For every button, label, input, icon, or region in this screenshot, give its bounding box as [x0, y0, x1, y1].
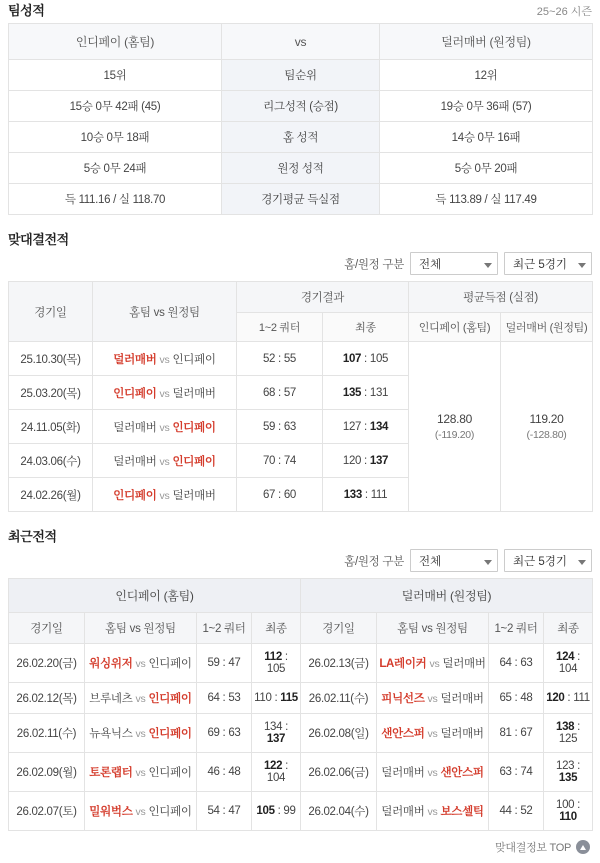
recent-away-quarter: 81 : 67	[489, 714, 544, 753]
h2h-avg-home-value: 128.80	[437, 411, 472, 426]
recent-count-value: 최근 5경기	[513, 555, 568, 568]
recent-home-date: 26.02.20(금)	[9, 644, 85, 683]
h2h-quarter: 59 : 63	[237, 410, 323, 444]
table-row	[9, 613, 593, 644]
table-row	[9, 153, 593, 184]
season-label: 25~26 시즌	[536, 6, 592, 18]
recent-home-date: 26.02.07(토)	[9, 792, 85, 831]
vs-label: vs	[159, 421, 170, 434]
recent-away-quarter: 65 : 48	[489, 683, 544, 714]
recent-final-left: 112	[264, 651, 282, 663]
h2h-matchup	[93, 478, 237, 512]
recent-away-final: 120 : 111	[544, 683, 593, 714]
away-value: 14승 0무 16패	[380, 122, 593, 153]
recent-final-right: 99	[283, 805, 296, 817]
recent-group-away: 덜러매버 (원정팀)	[301, 579, 593, 613]
h2h-home-team: 인디페이	[113, 387, 157, 400]
h2h-date-header: 경기일	[9, 282, 93, 342]
recent-away-team: 인디페이	[148, 693, 192, 705]
h2h-home-team: 덜러매버	[113, 455, 157, 468]
recent-away-team: 샌안스퍼	[440, 767, 484, 779]
recent-away-quarter: 44 : 52	[489, 792, 544, 831]
recent-final-left: 134	[263, 721, 283, 733]
recent-away-team: 덜러매버	[440, 693, 484, 705]
h2h-away-team: 덜러매버	[172, 387, 216, 400]
chevron-down-icon	[578, 560, 586, 565]
h2h-avg-away-sub: (-128.80)	[526, 428, 567, 441]
h2h-filters	[0, 252, 600, 281]
h2h-home-team: 인디페이	[113, 489, 157, 502]
home-value: 15승 0무 42패 (45)	[9, 91, 222, 122]
h2h-date: 24.02.26(월)	[9, 478, 93, 512]
table-row	[9, 579, 593, 613]
home-value: 5승 0무 24패	[9, 153, 222, 184]
recent-home-team: 덜러매버	[381, 806, 425, 818]
table-row	[9, 184, 593, 215]
recent-home-matchup	[85, 644, 197, 683]
h2h-matchup	[93, 376, 237, 410]
h2h-final-right: 134	[369, 420, 389, 433]
recent-home-final: 110 : 115	[252, 683, 301, 714]
vs-label: vs	[135, 806, 146, 818]
recent-away-quarter: 63 : 74	[489, 753, 544, 792]
h2h-quarter-header: 1~2 쿼터	[237, 313, 323, 342]
h2h-scope-label: 홈/원정 구분	[344, 258, 404, 271]
recent-scope-value: 전체	[419, 555, 442, 568]
vs-label: vs	[135, 728, 146, 740]
recent-home-date: 26.02.09(월)	[9, 753, 85, 792]
recent-home-team: 워싱위저	[89, 658, 133, 670]
vs-label: vs	[159, 353, 170, 366]
h2h-final: 135 : 131	[323, 376, 409, 410]
h2h-final: 120 : 137	[323, 444, 409, 478]
recent-home-team: 밀워벅스	[89, 806, 133, 818]
h2h-date: 25.10.30(목)	[9, 342, 93, 376]
h2h-avg-home-header: 인디페이 (홈팀)	[409, 313, 501, 342]
recent-away-team: 인디페이	[148, 767, 192, 779]
h2h-date: 24.03.06(수)	[9, 444, 93, 478]
chevron-down-icon	[484, 263, 492, 268]
recent-final-header: 최종	[544, 613, 593, 644]
recent-quarter-header: 1~2 쿼터	[489, 613, 544, 644]
vs-header: vs	[222, 24, 380, 60]
table-row	[9, 342, 593, 376]
h2h-quarter: 52 : 55	[237, 342, 323, 376]
recent-away-final: 123 : 135	[544, 753, 593, 792]
recent-home-team: 덜러매버	[381, 767, 425, 779]
recent-final-right: 115	[280, 692, 298, 704]
recent-home-team: 뉴욕닉스	[89, 728, 133, 740]
recent-scope-select[interactable]	[410, 549, 498, 572]
recent-final-right: 110	[559, 811, 577, 823]
h2h-final-left: 120	[342, 454, 362, 467]
table-row	[9, 60, 593, 91]
recent-away-matchup	[377, 644, 489, 683]
away-team-header: 덜러매버 (원정팀)	[380, 24, 593, 60]
recent-scope-label: 홈/원정 구분	[344, 555, 404, 568]
table-row	[9, 792, 593, 831]
recent-final-left: 122	[263, 760, 283, 772]
h2h-result-header: 경기결과	[237, 282, 409, 313]
recent-home-matchup	[85, 714, 197, 753]
h2h-final-right: 131	[369, 386, 389, 399]
recent-home-quarter: 46 : 48	[197, 753, 252, 792]
h2h-home-team: 덜러매버	[113, 421, 157, 434]
vs-label: vs	[427, 693, 438, 705]
home-team-header: 인디페이 (홈팀)	[9, 24, 222, 60]
h2h-matchup	[93, 342, 237, 376]
vs-label: vs	[159, 455, 170, 468]
recent-final-right: 105	[266, 663, 286, 675]
recent-matchup-header: 홈팀 vs 원정팀	[85, 613, 197, 644]
recent-date-header: 경기일	[9, 613, 85, 644]
recent-away-matchup	[377, 753, 489, 792]
recent-away-team: 덜러매버	[442, 658, 486, 670]
table-row	[9, 644, 593, 683]
table-row	[9, 122, 593, 153]
h2h-avg-header: 평균득점 (실점)	[409, 282, 593, 313]
recent-home-team: 피닉선즈	[381, 693, 425, 705]
recent-final-right: 137	[266, 733, 286, 745]
recent-home-final: 122 : 104	[252, 753, 301, 792]
recent-final-left: 123	[555, 760, 575, 772]
h2h-final-left: 107	[342, 352, 362, 365]
recent-away-date: 26.02.08(일)	[301, 714, 377, 753]
recent-away-date: 26.02.13(금)	[301, 644, 377, 683]
away-value: 득 113.89 / 실 117.49	[380, 184, 593, 215]
chevron-down-icon	[484, 560, 492, 565]
recent-away-date: 26.02.04(수)	[301, 792, 377, 831]
recent-quarter-header: 1~2 쿼터	[197, 613, 252, 644]
recent-away-final: 124 : 104	[544, 644, 593, 683]
table-row	[9, 683, 593, 714]
vs-label: vs	[427, 767, 438, 779]
recent-final-left: 110	[254, 692, 272, 704]
recent-filters	[0, 549, 600, 578]
vs-label: vs	[159, 489, 170, 502]
h2h-scope-value: 전체	[419, 258, 442, 271]
vs-label: vs	[135, 767, 146, 779]
recent-home-date: 26.02.12(목)	[9, 683, 85, 714]
recent-table	[8, 578, 593, 831]
recent-final-right: 135	[558, 772, 578, 784]
row-label: 리그성적 (승점)	[222, 91, 380, 122]
h2h-away-team: 인디페이	[172, 421, 216, 434]
recent-away-quarter: 64 : 63	[489, 644, 544, 683]
h2h-avg-away	[501, 342, 593, 512]
h2h-header	[0, 229, 600, 252]
vs-label: vs	[135, 658, 146, 670]
page-footer	[0, 831, 600, 857]
recent-home-matchup	[85, 683, 197, 714]
row-label: 홈 성적	[222, 122, 380, 153]
arrow-up-icon[interactable]	[576, 840, 590, 854]
vs-label: vs	[429, 658, 440, 670]
recent-home-final: 105 : 99	[252, 792, 301, 831]
h2h-scope-select[interactable]	[410, 252, 498, 275]
away-value: 12위	[380, 60, 593, 91]
h2h-final: 107 : 105	[323, 342, 409, 376]
table-row	[9, 282, 593, 313]
recent-final-right: 104	[266, 772, 286, 784]
recent-away-final: 138 : 125	[544, 714, 593, 753]
recent-away-matchup	[377, 683, 489, 714]
recent-away-date: 26.02.11(수)	[301, 683, 377, 714]
vs-label: vs	[427, 806, 438, 818]
h2h-avg-home	[409, 342, 501, 512]
recent-away-matchup	[377, 714, 489, 753]
h2h-matchup-header: 홈팀 vs 원정팀	[93, 282, 237, 342]
h2h-final: 127 : 134	[323, 410, 409, 444]
recent-final-right: 104	[558, 663, 578, 675]
chevron-down-icon	[578, 263, 586, 268]
recent-group-home: 인디페이 (홈팀)	[9, 579, 301, 613]
h2h-away-team: 인디페이	[172, 455, 216, 468]
recent-header	[0, 526, 600, 549]
h2h-final-right: 111	[370, 488, 388, 501]
away-value: 19승 0무 36패 (57)	[380, 91, 593, 122]
h2h-title: 맞대결전적	[8, 232, 69, 247]
table-row	[9, 24, 593, 60]
recent-away-team: 인디페이	[148, 658, 192, 670]
recent-home-team: 토론랩터	[89, 767, 133, 779]
scroll-top-label: 맞대결정보 TOP	[495, 842, 571, 854]
recent-final-right: 111	[573, 692, 590, 704]
h2h-quarter: 68 : 57	[237, 376, 323, 410]
table-row	[9, 753, 593, 792]
h2h-matchup	[93, 444, 237, 478]
h2h-avg-away-header: 덜러매버 (원정팀)	[501, 313, 593, 342]
home-value: 득 111.16 / 실 118.70	[9, 184, 222, 215]
h2h-final-left: 127	[342, 420, 362, 433]
h2h-quarter: 67 : 60	[237, 478, 323, 512]
h2h-final-left: 133	[343, 488, 362, 501]
vs-label: vs	[135, 693, 146, 705]
h2h-quarter: 70 : 74	[237, 444, 323, 478]
recent-home-quarter: 69 : 63	[197, 714, 252, 753]
recent-away-final: 100 : 110	[544, 792, 593, 831]
recent-home-quarter: 54 : 47	[197, 792, 252, 831]
h2h-home-team: 덜러매버	[113, 353, 157, 366]
h2h-count-value: 최근 5경기	[513, 258, 568, 271]
h2h-avg-away-value: 119.20	[529, 411, 564, 426]
h2h-count-select[interactable]	[504, 252, 592, 275]
team-record-header	[0, 0, 600, 23]
recent-home-date: 26.02.11(수)	[9, 714, 85, 753]
table-row	[9, 714, 593, 753]
h2h-date: 24.11.05(화)	[9, 410, 93, 444]
recent-away-team: 인디페이	[148, 728, 192, 740]
h2h-matchup	[93, 410, 237, 444]
recent-home-quarter: 64 : 53	[197, 683, 252, 714]
recent-away-team: 덜러매버	[440, 728, 484, 740]
recent-home-team: LA레이커	[379, 658, 427, 670]
h2h-final-right: 105	[369, 352, 389, 365]
recent-final-right: 125	[558, 733, 578, 745]
recent-home-team: 샌안스퍼	[381, 728, 425, 740]
h2h-away-team: 인디페이	[172, 353, 216, 366]
home-value: 10승 0무 18패	[9, 122, 222, 153]
recent-date-header: 경기일	[301, 613, 377, 644]
recent-home-final: 112 : 105	[252, 644, 301, 683]
h2h-date: 25.03.20(목)	[9, 376, 93, 410]
vs-label: vs	[159, 387, 170, 400]
h2h-final-left: 135	[342, 386, 362, 399]
recent-home-team: 브루네츠	[89, 693, 133, 705]
recent-final-left: 124	[555, 651, 575, 663]
h2h-final: 133 : 111	[323, 478, 409, 512]
recent-final-left: 100	[555, 799, 575, 811]
recent-away-matchup	[377, 792, 489, 831]
recent-home-final: 134 : 137	[252, 714, 301, 753]
away-value: 5승 0무 20패	[380, 153, 593, 184]
table-row	[9, 91, 593, 122]
recent-home-matchup	[85, 753, 197, 792]
recent-final-left: 105	[256, 805, 275, 817]
recent-count-select[interactable]	[504, 549, 592, 572]
team-record-table	[8, 23, 593, 215]
h2h-away-team: 덜러매버	[172, 489, 216, 502]
row-label: 원정 성적	[222, 153, 380, 184]
home-value: 15위	[9, 60, 222, 91]
recent-away-date: 26.02.06(금)	[301, 753, 377, 792]
vs-label: vs	[427, 728, 438, 740]
h2h-avg-home-sub: (-119.20)	[434, 428, 475, 441]
recent-title: 최근전적	[8, 529, 57, 544]
h2h-table	[8, 281, 593, 512]
recent-away-team: 보스셀틱	[440, 806, 484, 818]
row-label: 팀순위	[222, 60, 380, 91]
recent-home-matchup	[85, 792, 197, 831]
recent-final-header: 최종	[252, 613, 301, 644]
recent-final-left: 120	[546, 692, 565, 704]
row-label: 경기평균 득실점	[222, 184, 380, 215]
recent-home-quarter: 59 : 47	[197, 644, 252, 683]
recent-away-team: 인디페이	[148, 806, 192, 818]
recent-matchup-header: 홈팀 vs 원정팀	[377, 613, 489, 644]
recent-final-left: 138	[555, 721, 575, 733]
h2h-final-right: 137	[369, 454, 389, 467]
team-record-title: 팀성적	[8, 3, 45, 18]
h2h-final-header: 최종	[323, 313, 409, 342]
